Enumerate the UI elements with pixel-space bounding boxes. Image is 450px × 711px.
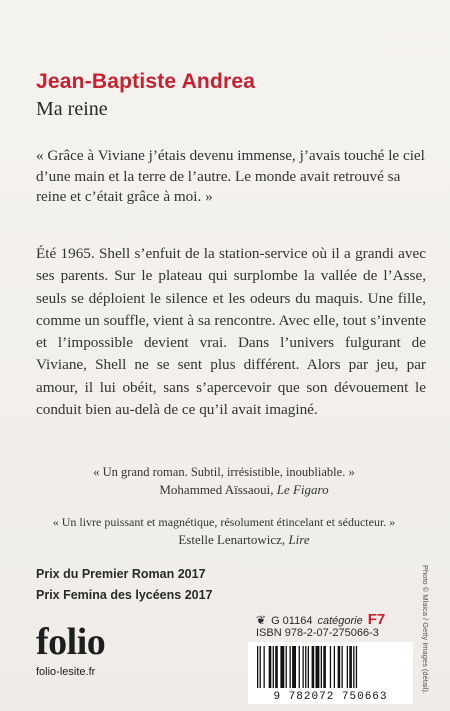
- prize-2: Prix Femina des lycéens 2017: [36, 588, 213, 602]
- author-name: Jean-Baptiste Andrea: [36, 70, 256, 93]
- isbn: ISBN 978-2-07-275066-3: [256, 627, 379, 639]
- photo-credit: Photo © Mlaica / Getty Images (détail).: [421, 565, 430, 694]
- opening-quote: « Grâce à Viviane j’étais devenu immense, j’avais touché le ciel d’une main et la terre de l’autre. Le monde avait retrouvé sa reine et c’était grâce à moi. »: [36, 147, 425, 205]
- synopsis: Été 1965. Shell s’enfuit de la station-service où il a grandi avec ses parents. Sur le plateau qui surplombe la vallée de l’Asse, seuls se déploient le silence et les odeurs du maquis. Une fille, comme un souffle, vient à sa rencontre. Avec elle, tout s’invente et l’impossible devient vrai. Dans l’univers fulgurant de Viviane, Shell ne se sent plus différent. Alors par jeu, par amour, il lui obéit, sans s’apercevoir que son dévouement le conduit bien au-delà de ce qu’il avait imaginé.: [36, 245, 426, 419]
- review-quote-1: [34, 463, 414, 499]
- publisher-emblem-icon: ❦: [256, 613, 267, 627]
- review-source: Lire: [288, 532, 310, 547]
- review-source: Le Figaro: [276, 482, 329, 497]
- review-attribution: [34, 531, 414, 549]
- category-label: catégorie: [317, 615, 363, 627]
- barcode: [248, 642, 413, 704]
- review-quote-2: [34, 513, 414, 549]
- catalog-line: [256, 611, 385, 628]
- review-author: Estelle Lenartowicz,: [178, 532, 289, 547]
- catalog-code: G 01164: [271, 615, 313, 627]
- folio-logo: folio: [36, 621, 106, 663]
- review-author: Mohammed Aïssaoui,: [159, 482, 277, 497]
- barcode-bars: [257, 646, 404, 688]
- prize-1: Prix du Premier Roman 2017: [36, 567, 206, 581]
- category-code: F7: [367, 611, 386, 628]
- review-text: « Un grand roman. Subtil, irrésistible, inoubliable. »: [93, 465, 355, 479]
- barcode-digits: 9 782072 750663: [273, 691, 388, 703]
- book-title: Ma reine: [36, 98, 108, 120]
- review-text: « Un livre puissant et magnétique, résolument étincelant et séducteur. »: [52, 515, 396, 529]
- publisher-website: folio-lesite.fr: [36, 666, 96, 678]
- review-attribution: [34, 481, 414, 499]
